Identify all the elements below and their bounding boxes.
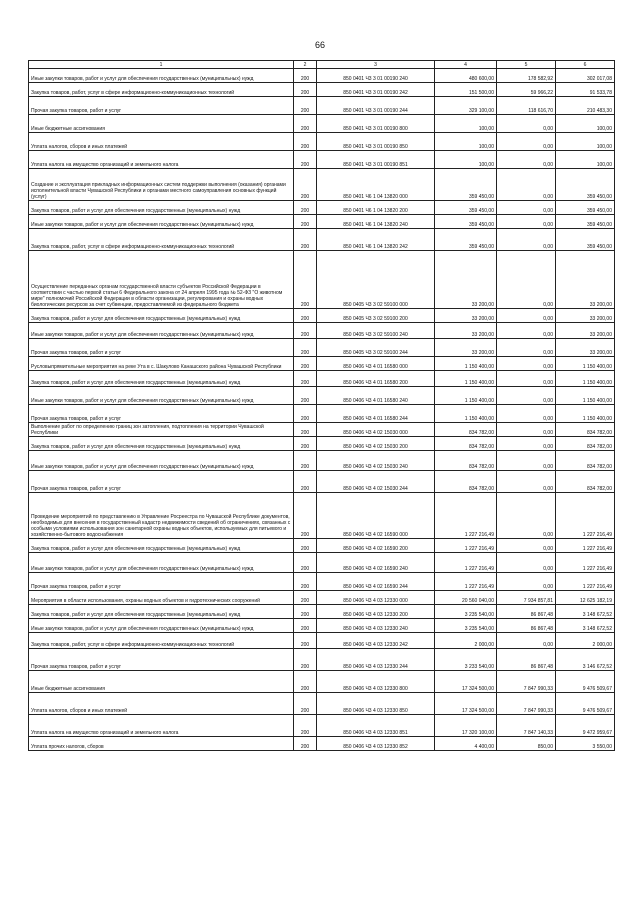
row-name: Выполнение работ по определению границ зон затопления, подтопления на территории Чувашской Республики <box>29 423 294 437</box>
row-executed-amount: 0,00 <box>497 451 556 471</box>
row-name: Иные закупки товаров, работ и услуг для обеспечения государственных (муниципальных) нужд <box>29 387 294 405</box>
row-approved-amount: 17 324 500,00 <box>435 671 497 693</box>
row-budget-code: 850 0406 Ч3 4 01 16580 200 <box>317 371 435 387</box>
row-approved-amount: 33 200,00 <box>435 339 497 357</box>
row-line-code: 200 <box>294 737 317 751</box>
row-line-code: 200 <box>294 649 317 671</box>
row-name: Прочая закупка товаров, работ и услуг <box>29 97 294 115</box>
row-name: Иные закупки товаров, работ и услуг для обеспечения государственных (муниципальных) нужд <box>29 69 294 83</box>
row-approved-amount: 834 782,00 <box>435 451 497 471</box>
row-executed-amount: 0,00 <box>497 471 556 493</box>
row-unexecuted-amount: 359 450,00 <box>556 229 615 251</box>
row-name: Мероприятия в области использования, охраны водных объектов и гидротехнических сооружений <box>29 591 294 605</box>
row-executed-amount: 0,00 <box>497 387 556 405</box>
row-budget-code: 850 0401 Ч6 1 04 13820 242 <box>317 229 435 251</box>
row-budget-code: 850 0406 Ч3 4 02 15030 244 <box>317 471 435 493</box>
row-unexecuted-amount: 302 017,08 <box>556 69 615 83</box>
table-row <box>29 671 615 693</box>
row-line-code: 200 <box>294 493 317 539</box>
row-name: Прочая закупка товаров, работ и услуг <box>29 339 294 357</box>
row-unexecuted-amount: 33 200,00 <box>556 309 615 323</box>
row-executed-amount: 7 934 857,81 <box>497 591 556 605</box>
row-budget-code: 850 0406 Ч3 4 02 16590 244 <box>317 573 435 591</box>
table-row <box>29 715 615 737</box>
table-row <box>29 133 615 151</box>
row-budget-code: 850 0406 Ч3 4 03 12330 850 <box>317 693 435 715</box>
row-budget-code: 850 0406 Ч3 4 02 16590 240 <box>317 553 435 573</box>
row-budget-code: 850 0401 Ч3 3 01 00190 850 <box>317 133 435 151</box>
table-row <box>29 405 615 423</box>
budget-execution-table <box>28 60 615 751</box>
row-name: Уплата налогов, сборов и иных платежей <box>29 693 294 715</box>
row-budget-code: 850 0401 Ч6 1 04 13820 200 <box>317 201 435 215</box>
table-row <box>29 97 615 115</box>
row-line-code: 200 <box>294 619 317 633</box>
row-budget-code: 850 0401 Ч3 3 01 00190 800 <box>317 115 435 133</box>
row-approved-amount: 17 324 500,00 <box>435 693 497 715</box>
row-approved-amount: 834 782,00 <box>435 423 497 437</box>
row-budget-code: 850 0406 Ч3 4 01 16580 000 <box>317 357 435 371</box>
row-budget-code: 850 0406 Ч3 4 03 12330 852 <box>317 737 435 751</box>
row-unexecuted-amount: 834 782,00 <box>556 451 615 471</box>
row-unexecuted-amount: 3 148 672,52 <box>556 605 615 619</box>
row-unexecuted-amount: 1 150 400,00 <box>556 371 615 387</box>
row-unexecuted-amount: 2 000,00 <box>556 633 615 649</box>
row-unexecuted-amount: 834 782,00 <box>556 423 615 437</box>
row-unexecuted-amount: 1 227 216,49 <box>556 493 615 539</box>
row-name: Иные закупки товаров, работ и услуг для обеспечения государственных (муниципальных) нужд <box>29 323 294 339</box>
row-executed-amount: 59 966,22 <box>497 83 556 97</box>
row-executed-amount: 0,00 <box>497 553 556 573</box>
table-row <box>29 619 615 633</box>
row-approved-amount: 1 150 400,00 <box>435 405 497 423</box>
row-executed-amount: 0,00 <box>497 493 556 539</box>
row-budget-code: 850 0406 Ч3 4 01 16580 244 <box>317 405 435 423</box>
table-row <box>29 151 615 169</box>
table-row <box>29 693 615 715</box>
row-line-code: 200 <box>294 671 317 693</box>
row-executed-amount: 0,00 <box>497 133 556 151</box>
table-row <box>29 251 615 309</box>
row-approved-amount: 359 450,00 <box>435 169 497 201</box>
row-executed-amount: 86 867,48 <box>497 605 556 619</box>
page-number: 66 <box>314 40 325 50</box>
row-executed-amount: 0,00 <box>497 423 556 437</box>
row-line-code: 200 <box>294 229 317 251</box>
row-name: Закупка товаров, работ и услуг для обеспечения государственных (муниципальных) нужд <box>29 605 294 619</box>
row-budget-code: 850 0405 Ч3 3 02 59100 240 <box>317 323 435 339</box>
row-line-code: 200 <box>294 83 317 97</box>
row-approved-amount: 359 450,00 <box>435 229 497 251</box>
row-budget-code: 850 0401 Ч3 3 01 00190 240 <box>317 69 435 83</box>
row-budget-code: 850 0401 Ч3 3 01 00190 244 <box>317 97 435 115</box>
row-budget-code: 850 0401 Ч6 1 04 13820 000 <box>317 169 435 201</box>
row-line-code: 200 <box>294 471 317 493</box>
row-line-code: 200 <box>294 423 317 437</box>
row-line-code: 200 <box>294 539 317 553</box>
row-unexecuted-amount: 100,00 <box>556 151 615 169</box>
row-executed-amount: 0,00 <box>497 151 556 169</box>
row-unexecuted-amount: 210 483,30 <box>556 97 615 115</box>
table-body <box>29 69 615 751</box>
row-unexecuted-amount: 3 550,00 <box>556 737 615 751</box>
row-name: Прочая закупка товаров, работ и услуг <box>29 471 294 493</box>
row-name: Иные бюджетные ассигнования <box>29 671 294 693</box>
row-name: Прочая закупка товаров, работ и услуг <box>29 405 294 423</box>
table-row <box>29 633 615 649</box>
table-row <box>29 115 615 133</box>
row-line-code: 200 <box>294 115 317 133</box>
row-executed-amount: 86 867,48 <box>497 649 556 671</box>
column-number-row <box>29 61 615 69</box>
row-line-code: 200 <box>294 215 317 229</box>
row-unexecuted-amount: 9 472 959,67 <box>556 715 615 737</box>
row-unexecuted-amount: 3 148 672,52 <box>556 619 615 633</box>
row-budget-code: 850 0406 Ч3 4 03 12330 244 <box>317 649 435 671</box>
table-row <box>29 309 615 323</box>
row-executed-amount: 7 847 990,33 <box>497 693 556 715</box>
table-row <box>29 423 615 437</box>
row-name: Закупка товаров, работ и услуг для обеспечения государственных (муниципальных) нужд <box>29 371 294 387</box>
row-budget-code: 850 0406 Ч3 4 03 12330 000 <box>317 591 435 605</box>
row-approved-amount: 4 400,00 <box>435 737 497 751</box>
row-budget-code: 850 0406 Ч3 4 03 12330 800 <box>317 671 435 693</box>
row-budget-code: 850 0406 Ч3 4 02 15030 200 <box>317 437 435 451</box>
row-unexecuted-amount: 1 227 216,49 <box>556 539 615 553</box>
row-executed-amount: 0,00 <box>497 215 556 229</box>
row-budget-code: 850 0406 Ч3 4 03 12330 240 <box>317 619 435 633</box>
row-executed-amount: 118 616,70 <box>497 97 556 115</box>
row-name: Иные закупки товаров, работ и услуг для обеспечения государственных (муниципальных) нужд <box>29 553 294 573</box>
row-approved-amount: 1 227 216,49 <box>435 573 497 591</box>
row-executed-amount: 7 847 990,33 <box>497 671 556 693</box>
row-unexecuted-amount: 12 625 182,19 <box>556 591 615 605</box>
row-line-code: 200 <box>294 371 317 387</box>
row-executed-amount: 850,00 <box>497 737 556 751</box>
row-approved-amount: 1 227 216,49 <box>435 553 497 573</box>
row-approved-amount: 100,00 <box>435 115 497 133</box>
row-line-code: 200 <box>294 633 317 649</box>
table-row <box>29 371 615 387</box>
row-line-code: 200 <box>294 169 317 201</box>
row-unexecuted-amount: 1 150 400,00 <box>556 405 615 423</box>
row-name: Закупка товаров, работ и услуг для обеспечения государственных (муниципальных) нужд <box>29 437 294 451</box>
row-line-code: 200 <box>294 387 317 405</box>
table-row <box>29 553 615 573</box>
row-line-code: 200 <box>294 591 317 605</box>
row-approved-amount: 1 150 400,00 <box>435 371 497 387</box>
table-row <box>29 323 615 339</box>
row-unexecuted-amount: 359 450,00 <box>556 215 615 229</box>
row-unexecuted-amount: 1 227 216,49 <box>556 573 615 591</box>
row-approved-amount: 33 200,00 <box>435 323 497 339</box>
row-line-code: 200 <box>294 451 317 471</box>
row-name: Создание и эксплуатация прикладных информационных систем поддержки выполнения (оказания) органами исполнительной власти Чувашской Республики и органами местного самоуправления основных функций (услуг) <box>29 169 294 201</box>
row-unexecuted-amount: 100,00 <box>556 133 615 151</box>
row-name: Проведение мероприятий по представлению в Управление Росреестра по Чувашской Республике документов, необходимых для внесения в государственный кадастр недвижимости сведений об ограничениях, связанных с особыми условиями использования зон санитарной охраны водных объектов, используемых для питьевого и хозяйственно-бытового водоснабжения <box>29 493 294 539</box>
row-name: Уплата налога на имущество организаций и земельного налога <box>29 151 294 169</box>
row-budget-code: 850 0406 Ч3 4 02 15030 240 <box>317 451 435 471</box>
row-executed-amount: 0,00 <box>497 169 556 201</box>
row-executed-amount: 0,00 <box>497 371 556 387</box>
table-row <box>29 591 615 605</box>
row-unexecuted-amount: 3 146 672,52 <box>556 649 615 671</box>
row-line-code: 200 <box>294 69 317 83</box>
table-row <box>29 649 615 671</box>
row-executed-amount: 86 867,48 <box>497 619 556 633</box>
row-unexecuted-amount: 1 227 216,49 <box>556 553 615 573</box>
row-approved-amount: 33 200,00 <box>435 251 497 309</box>
row-name: Уплата налога на имущество организаций и земельного налога <box>29 715 294 737</box>
row-approved-amount: 33 200,00 <box>435 309 497 323</box>
row-unexecuted-amount: 359 450,00 <box>556 169 615 201</box>
row-executed-amount: 0,00 <box>497 437 556 451</box>
table-row <box>29 539 615 553</box>
table-row <box>29 387 615 405</box>
row-approved-amount: 359 450,00 <box>435 215 497 229</box>
table-row <box>29 605 615 619</box>
row-budget-code: 850 0401 Ч3 3 01 00190 242 <box>317 83 435 97</box>
row-executed-amount: 0,00 <box>497 309 556 323</box>
row-budget-code: 850 0406 Ч3 4 03 12330 242 <box>317 633 435 649</box>
row-executed-amount: 0,00 <box>497 323 556 339</box>
row-executed-amount: 7 847 140,33 <box>497 715 556 737</box>
table-row <box>29 471 615 493</box>
row-line-code: 200 <box>294 693 317 715</box>
row-unexecuted-amount: 359 450,00 <box>556 201 615 215</box>
row-approved-amount: 1 227 216,49 <box>435 493 497 539</box>
row-approved-amount: 480 600,00 <box>435 69 497 83</box>
row-executed-amount: 0,00 <box>497 405 556 423</box>
row-executed-amount: 0,00 <box>497 115 556 133</box>
row-approved-amount: 3 235 540,00 <box>435 605 497 619</box>
table-row <box>29 229 615 251</box>
row-line-code: 200 <box>294 553 317 573</box>
row-name: Закупка товаров, работ и услуг для обеспечения государственных (муниципальных) нужд <box>29 309 294 323</box>
table-row <box>29 215 615 229</box>
row-budget-code: 850 0406 Ч3 4 02 15030 000 <box>317 423 435 437</box>
row-name: Уплата налогов, сборов и иных платежей <box>29 133 294 151</box>
table-row <box>29 83 615 97</box>
row-name: Иные закупки товаров, работ и услуг для обеспечения государственных (муниципальных) нужд <box>29 619 294 633</box>
table-row <box>29 737 615 751</box>
row-approved-amount: 3 233 540,00 <box>435 649 497 671</box>
row-budget-code: 850 0406 Ч3 4 03 12330 851 <box>317 715 435 737</box>
row-line-code: 200 <box>294 405 317 423</box>
row-name: Уплата прочих налогов, сборов <box>29 737 294 751</box>
column-number: 1 <box>29 61 294 69</box>
row-line-code: 200 <box>294 97 317 115</box>
row-name: Иные закупки товаров, работ и услуг для обеспечения государственных (муниципальных) нужд <box>29 451 294 471</box>
row-unexecuted-amount: 9 476 509,67 <box>556 693 615 715</box>
row-approved-amount: 834 782,00 <box>435 471 497 493</box>
row-budget-code: 850 0406 Ч3 4 02 16590 200 <box>317 539 435 553</box>
table-row <box>29 69 615 83</box>
row-approved-amount: 151 500,00 <box>435 83 497 97</box>
row-approved-amount: 2 000,00 <box>435 633 497 649</box>
row-budget-code: 850 0405 Ч3 3 02 59100 200 <box>317 309 435 323</box>
row-line-code: 200 <box>294 251 317 309</box>
row-executed-amount: 0,00 <box>497 573 556 591</box>
row-unexecuted-amount: 1 150 400,00 <box>556 387 615 405</box>
row-line-code: 200 <box>294 133 317 151</box>
row-executed-amount: 0,00 <box>497 201 556 215</box>
table-row <box>29 437 615 451</box>
row-approved-amount: 20 560 040,00 <box>435 591 497 605</box>
row-approved-amount: 3 235 540,00 <box>435 619 497 633</box>
row-line-code: 200 <box>294 151 317 169</box>
row-executed-amount: 178 582,92 <box>497 69 556 83</box>
row-executed-amount: 0,00 <box>497 633 556 649</box>
row-budget-code: 850 0401 Ч3 3 01 00190 851 <box>317 151 435 169</box>
row-unexecuted-amount: 834 782,00 <box>556 437 615 451</box>
row-name: Прочая закупка товаров, работ и услуг <box>29 649 294 671</box>
row-unexecuted-amount: 834 782,00 <box>556 471 615 493</box>
table-row <box>29 339 615 357</box>
row-approved-amount: 1 150 400,00 <box>435 357 497 371</box>
row-approved-amount: 100,00 <box>435 133 497 151</box>
row-name: Осуществление переданных органам государственной власти субъектов Российской Федерации в соответствии с частью первой статьи 6 Федерального закона от 24 апреля 1995 года № 52-ФЗ "О животном мире" полномочий Российской Федерации в области организации, регулирования и охраны водных биологических ресурсов за счет субвенции, предоставляемой из федерального бюджета <box>29 251 294 309</box>
row-unexecuted-amount: 33 200,00 <box>556 251 615 309</box>
column-number: 4 <box>435 61 497 69</box>
row-executed-amount: 0,00 <box>497 539 556 553</box>
table-row <box>29 573 615 591</box>
row-line-code: 200 <box>294 309 317 323</box>
row-name: Закупка товаров, работ и услуг для обеспечения государственных (муниципальных) нужд <box>29 539 294 553</box>
row-unexecuted-amount: 100,00 <box>556 115 615 133</box>
table-row <box>29 451 615 471</box>
table-row <box>29 169 615 201</box>
row-name: Иные бюджетные ассигнования <box>29 115 294 133</box>
row-unexecuted-amount: 91 533,78 <box>556 83 615 97</box>
row-name: Закупка товаров, работ, услуг в сфере информационно-коммуникационных технологий <box>29 83 294 97</box>
row-line-code: 200 <box>294 357 317 371</box>
row-budget-code: 850 0406 Ч3 4 01 16580 240 <box>317 387 435 405</box>
row-approved-amount: 1 227 216,49 <box>435 539 497 553</box>
row-budget-code: 850 0405 Ч3 3 02 59100 000 <box>317 251 435 309</box>
row-budget-code: 850 0405 Ч3 3 02 59100 244 <box>317 339 435 357</box>
row-executed-amount: 0,00 <box>497 251 556 309</box>
row-name: Закупка товаров, работ и услуг для обеспечения государственных (муниципальных) нужд <box>29 201 294 215</box>
row-line-code: 200 <box>294 573 317 591</box>
row-approved-amount: 100,00 <box>435 151 497 169</box>
row-name: Закупка товаров, работ, услуг в сфере информационно-коммуникационных технологий <box>29 229 294 251</box>
row-unexecuted-amount: 33 200,00 <box>556 339 615 357</box>
table-row <box>29 357 615 371</box>
row-line-code: 200 <box>294 323 317 339</box>
row-budget-code: 850 0406 Ч3 4 03 12330 200 <box>317 605 435 619</box>
column-number: 2 <box>294 61 317 69</box>
row-budget-code: 850 0406 Ч3 4 02 16590 000 <box>317 493 435 539</box>
row-line-code: 200 <box>294 339 317 357</box>
row-executed-amount: 0,00 <box>497 357 556 371</box>
row-name: Иные закупки товаров, работ и услуг для обеспечения государственных (муниципальных) нужд <box>29 215 294 229</box>
row-approved-amount: 359 450,00 <box>435 201 497 215</box>
row-name: Закупка товаров, работ, услуг в сфере информационно-коммуникационных технологий <box>29 633 294 649</box>
row-name: Прочая закупка товаров, работ и услуг <box>29 573 294 591</box>
table-row <box>29 201 615 215</box>
row-line-code: 200 <box>294 437 317 451</box>
row-approved-amount: 329 100,00 <box>435 97 497 115</box>
row-executed-amount: 0,00 <box>497 229 556 251</box>
row-line-code: 200 <box>294 201 317 215</box>
row-approved-amount: 834 782,00 <box>435 437 497 451</box>
row-budget-code: 850 0401 Ч6 1 04 13820 240 <box>317 215 435 229</box>
table-row <box>29 493 615 539</box>
row-approved-amount: 1 150 400,00 <box>435 387 497 405</box>
row-approved-amount: 17 320 100,00 <box>435 715 497 737</box>
row-line-code: 200 <box>294 605 317 619</box>
row-name: Русловыпрямительные мероприятия на реке Ута в с. Шакулово Канашского района Чувашской Республики <box>29 357 294 371</box>
column-number: 3 <box>317 61 435 69</box>
row-line-code: 200 <box>294 715 317 737</box>
column-number: 5 <box>497 61 556 69</box>
column-number: 6 <box>556 61 615 69</box>
row-unexecuted-amount: 33 200,00 <box>556 323 615 339</box>
row-executed-amount: 0,00 <box>497 339 556 357</box>
row-unexecuted-amount: 9 476 509,67 <box>556 671 615 693</box>
row-unexecuted-amount: 1 150 400,00 <box>556 357 615 371</box>
